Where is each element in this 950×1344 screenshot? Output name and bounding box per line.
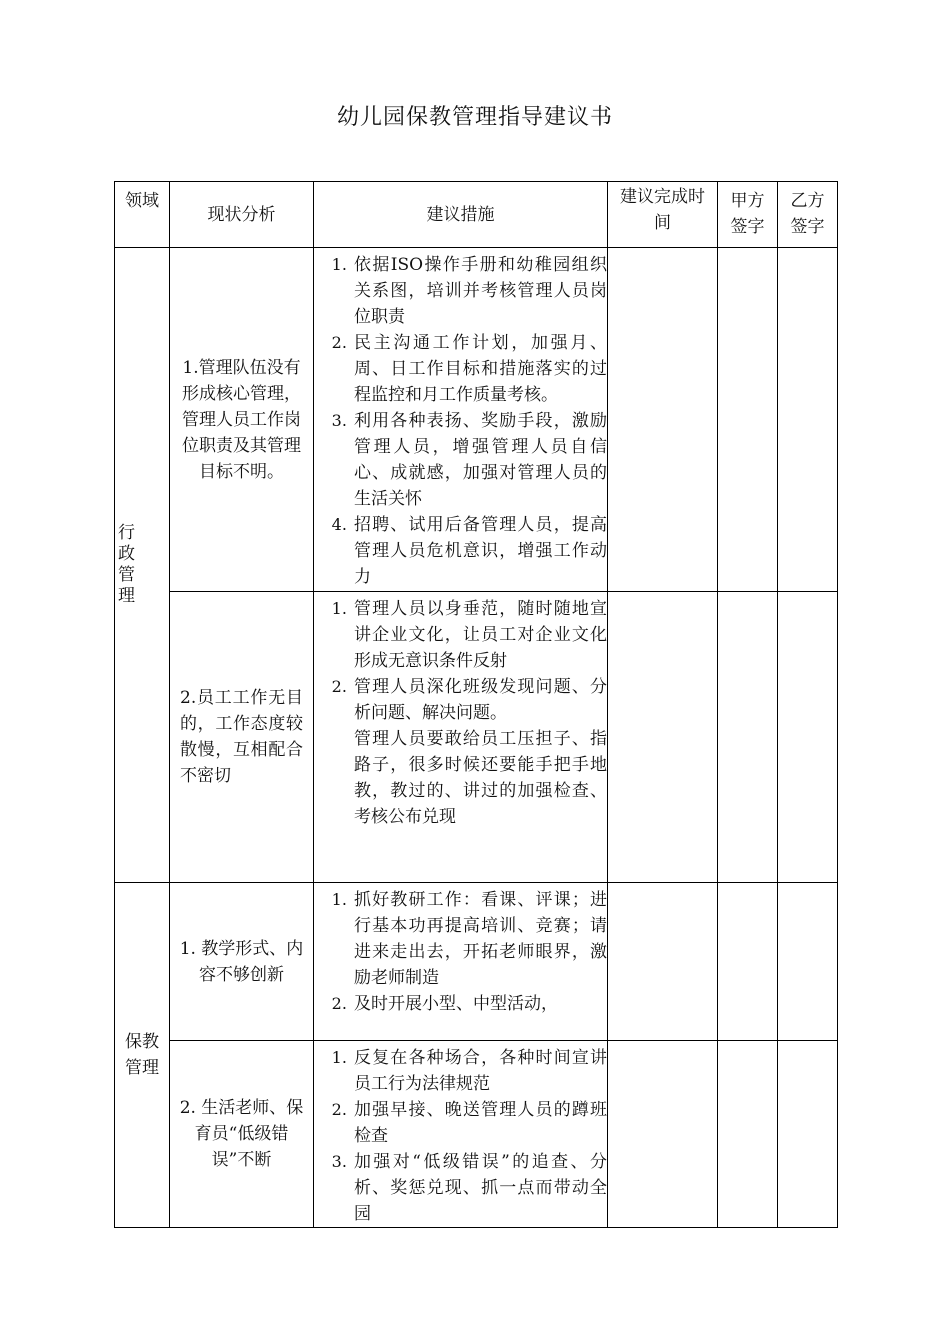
list-item: 2. 及时开展小型、中型活动， bbox=[352, 991, 607, 1017]
party-a-cell bbox=[718, 1041, 778, 1228]
header-measures: 建议措施 bbox=[314, 182, 608, 248]
list-item: 3. 加强对“低级错误”的追查、分析、奖惩兑现、抓一点而带动全园 bbox=[352, 1149, 607, 1227]
area-label: 行政管理 bbox=[118, 523, 135, 606]
measures-cell bbox=[314, 592, 608, 883]
measure-list bbox=[314, 248, 607, 590]
area-label: 保教管理 bbox=[125, 1032, 159, 1078]
table-row bbox=[115, 592, 838, 883]
deadline-cell bbox=[608, 592, 718, 883]
list-item: 1. 反复在各种场合，各种时间宣讲员工行为法律规范 bbox=[352, 1045, 607, 1097]
guidance-table bbox=[114, 181, 838, 1228]
list-item: 2. 民主沟通工作计划，加强月、周、日工作目标和措施落实的过程监控和月工作质量考核。 bbox=[352, 330, 607, 408]
list-item: 1. 依据ISO操作手册和幼稚园组织关系图，培训并考核管理人员岗位职责 bbox=[352, 252, 607, 330]
deadline-cell bbox=[608, 1041, 718, 1228]
header-party-b: 乙方签字 bbox=[778, 182, 838, 248]
table-row bbox=[115, 883, 838, 1041]
party-a-cell bbox=[718, 248, 778, 592]
area-cell bbox=[115, 248, 170, 883]
header-row bbox=[115, 182, 838, 248]
list-item: 1. 管理人员以身垂范，随时随地宣讲企业文化，让员工对企业文化形成无意识条件反射 bbox=[352, 596, 607, 674]
list-item: 4. 招聘、试用后备管理人员，提高管理人员危机意识，增强工作动力 bbox=[352, 512, 607, 590]
status-cell: 2.员工工作无目的，工作态度较散慢，互相配合不密切 bbox=[170, 592, 314, 883]
measure-paragraph: 管理人员要敢给员工压担子、指路子，很多时候还要能手把手地教，教过的、讲过的加强检查、考核公布兑现 bbox=[354, 729, 607, 827]
deadline-cell bbox=[608, 883, 718, 1041]
measures-cell bbox=[314, 248, 608, 592]
header-area: 领域 bbox=[115, 182, 170, 248]
header-deadline: 建议完成时间 bbox=[608, 182, 718, 248]
party-b-cell bbox=[778, 883, 838, 1041]
header-party-a: 甲方签字 bbox=[718, 182, 778, 248]
party-b-cell bbox=[778, 592, 838, 883]
party-a-cell bbox=[718, 592, 778, 883]
area-cell bbox=[115, 883, 170, 1228]
header-status: 现状分析 bbox=[170, 182, 314, 248]
measure-list bbox=[314, 592, 607, 726]
measures-cell bbox=[314, 883, 608, 1041]
measures-cell bbox=[314, 1041, 608, 1228]
party-b-cell bbox=[778, 248, 838, 592]
list-item: 2. 加强早接、晚送管理人员的蹲班检查 bbox=[352, 1097, 607, 1149]
status-cell: 1.管理队伍没有形成核心管理，管理人员工作岗位职责及其管理目标不明。 bbox=[170, 248, 314, 592]
measure-list bbox=[314, 883, 607, 1017]
measure-list bbox=[314, 1041, 607, 1227]
status-cell: 1. 教学形式、内容不够创新 bbox=[170, 883, 314, 1041]
list-item: 3. 利用各种表扬、奖励手段，激励管理人员，增强管理人员自信心、成就感，加强对管理人员的生活关怀 bbox=[352, 408, 607, 512]
deadline-cell bbox=[608, 248, 718, 592]
status-cell: 2. 生活老师、保育员“低级错误”不断 bbox=[170, 1041, 314, 1228]
party-a-cell bbox=[718, 883, 778, 1041]
table-row bbox=[115, 1041, 838, 1228]
list-item: 2. 管理人员深化班级发现问题、分析问题、解决问题。 bbox=[352, 674, 607, 726]
document-title: 幼儿园保教管理指导建议书 bbox=[336, 105, 613, 130]
party-b-cell bbox=[778, 1041, 838, 1228]
table-row bbox=[115, 248, 838, 592]
list-item: 1. 抓好教研工作：看课、评课；进行基本功再提高培训、竞赛；请进来走出去，开拓老师眼界，激励老师制造 bbox=[352, 887, 607, 991]
